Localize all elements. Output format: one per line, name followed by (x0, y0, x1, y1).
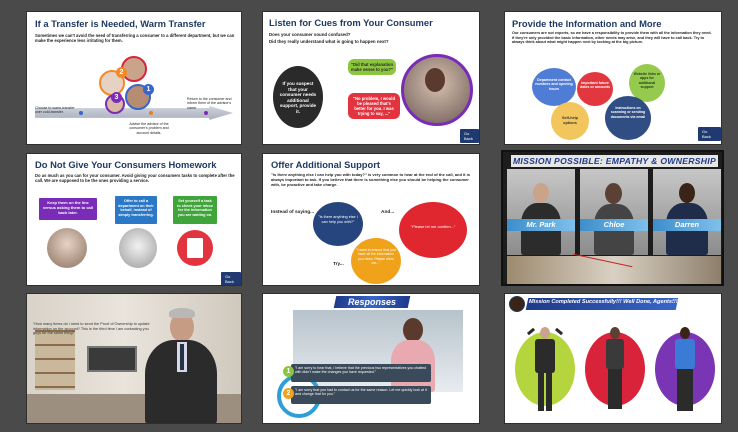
info-dates-text: Important future dates or amounts (580, 81, 610, 90)
info-instructions-text: Instructions on scanning or sending documents via email (610, 106, 646, 119)
name-chloe: Chloe (580, 219, 648, 231)
timeline-dot (79, 111, 83, 115)
tip-box-call-department: Offer to call a department on their behalf, instead of simply transferring. (115, 196, 157, 224)
tip-box-check-inbox: Set yourself a task to check your inbox for the information you are waiting on. (173, 196, 217, 224)
label-and: And... (381, 210, 395, 215)
phrase-confirm: "Please let me confirm..." (410, 224, 456, 229)
slide-title: Do Not Give Your Consumers Homework (35, 159, 217, 170)
character-panel-park (507, 169, 575, 255)
tie (180, 344, 184, 370)
character-panel-chloe (580, 169, 648, 255)
cue-bubble-green: "Did that explanation make sense to you?" (348, 59, 396, 75)
map-board (507, 256, 721, 284)
slide-provide-info[interactable] (504, 11, 722, 145)
info-self-help-text: Self-help options (561, 116, 579, 125)
slide-intro: "Is there anything else I can help you with today?" is very common to hear at the end of the call, and it is always important to ask. If you believe that there is something else you should be helping the consumer with, be proactive and take charge. (271, 172, 470, 187)
park-leg (546, 373, 552, 411)
name-park: Mr. Park (507, 219, 575, 231)
question-confused: Does your consumer sound confused? (269, 32, 351, 37)
phrase-ensure: "I want to ensure that you have all the information you need. Please allow me..." (356, 248, 396, 266)
character-head (605, 183, 622, 204)
info-department-text: Department contact numbers and opening hours (535, 78, 573, 91)
suspect-text: If you suspect that your consumer needs additional support, provide it. (279, 81, 317, 114)
info-website-text: Website links or apps for additional support (633, 72, 661, 90)
agent-head (403, 318, 423, 342)
slide-mission-possible[interactable] (501, 150, 724, 286)
step-number-1: 1 (143, 84, 154, 95)
clipboard-icon (187, 238, 203, 258)
response-text-1: "I am sorry to hear that, I believe that the previous two representatives you chatted with didn't make the changes you have requested." (295, 366, 427, 375)
slide-warm-transfer[interactable] (26, 11, 242, 145)
question-understand: Did they really understand what is going to happen next? (269, 39, 389, 44)
response-number-2[interactable]: 2 (283, 388, 294, 399)
chloe-legs (608, 369, 622, 409)
agent-avatar (509, 296, 525, 312)
mission-title: MISSION POSSIBLE: EMPATHY & OWNERSHIP (512, 156, 717, 166)
label-try: Try... (333, 262, 344, 267)
park-leg (538, 373, 544, 411)
park-body (535, 339, 555, 373)
step-choose: Choose to warm-transfer over cold-transfer. (35, 106, 75, 115)
phrase-circle-red (399, 202, 467, 258)
go-back-button[interactable]: Go Back (698, 127, 721, 141)
tv-screen (87, 346, 137, 372)
character-panel-darren (653, 169, 721, 255)
slide-no-homework[interactable] (26, 153, 242, 286)
slide-intro: Our consumers are not experts, so we have a responsibility to provide them with all the information they need. If they're only provided the basic information, other needs may arise, and they will have to call back. Try to always think about what might happen next by looking at the big picture. (512, 31, 712, 45)
step-number-2: 2 (116, 67, 127, 78)
name-darren: Darren (653, 219, 721, 231)
businessman-hair (169, 308, 195, 318)
slide-title: Mission Completed Successfully!!! Well Done, Agents!!! (529, 299, 678, 305)
step-number-3: 3 (111, 92, 122, 103)
timeline-dot (204, 111, 208, 115)
slide-title: Provide the Information and More (512, 18, 662, 29)
character-head (679, 183, 695, 203)
chloe-head (610, 327, 620, 339)
phone-photo (119, 228, 157, 268)
label-instead: Instead of saying... (271, 210, 315, 215)
go-back-button[interactable]: Go Back (460, 129, 479, 143)
darren-shirt (675, 339, 695, 369)
slide-scenario-video[interactable] (26, 293, 242, 424)
slide-additional-support[interactable] (262, 153, 480, 286)
darren-head (680, 327, 690, 339)
bookshelf (35, 330, 75, 390)
slide-listen-cues[interactable] (262, 11, 480, 145)
step-advise: Advise the advisor of the consumer's problem and account details. (129, 122, 169, 135)
response-number-1[interactable]: 1 (283, 366, 294, 377)
step-return: Return to the consumer and inform them of the advisor's name. (187, 97, 232, 110)
person-phone-photo (47, 228, 87, 268)
slide-title: Offer Additional Support (271, 159, 381, 170)
slide-responses[interactable] (262, 293, 480, 424)
go-back-button[interactable]: Go Back (221, 272, 241, 286)
phrase-anything-else: "Is there anything else I can help you with?" (318, 215, 358, 224)
character-head (533, 183, 549, 203)
slide-mission-complete[interactable] (504, 293, 722, 424)
park-head (540, 327, 550, 339)
slide-intro: Sometimes we can't avoid the need of transferring a consumer to a different department, but we can make the experience less irritating for them. (35, 33, 235, 44)
darren-legs (677, 369, 693, 411)
slide-title: Listen for Cues from Your Consumer (269, 17, 433, 28)
timeline-dot (149, 111, 153, 115)
tip-box-keep-line: Keep them on the line versus asking them to call back later. (39, 198, 97, 220)
customer-quote: "How many times do I need to send the Proof of Ownership to update information on the account? This is the third time I am contacting you guys for the same thing!" (33, 322, 150, 336)
response-text-2: "I am sorry that you had to contact us for the same reason. Let me quickly look at it and change that for you." (295, 388, 427, 397)
slide-title: Responses (347, 297, 397, 307)
agent-head (425, 68, 445, 92)
slide-intro: Do as much as you can for your consumer. Avoid giving your consumers tasks to complete after the call. We are supposed to be the ones providing a service. (35, 173, 235, 184)
chloe-body (606, 339, 624, 369)
cue-bubble-red: "No problem, I would be pleased that's better for you. I was trying to say, ..." (348, 93, 400, 119)
slide-title: If a Transfer is Needed, Warm Transfer (35, 18, 206, 29)
